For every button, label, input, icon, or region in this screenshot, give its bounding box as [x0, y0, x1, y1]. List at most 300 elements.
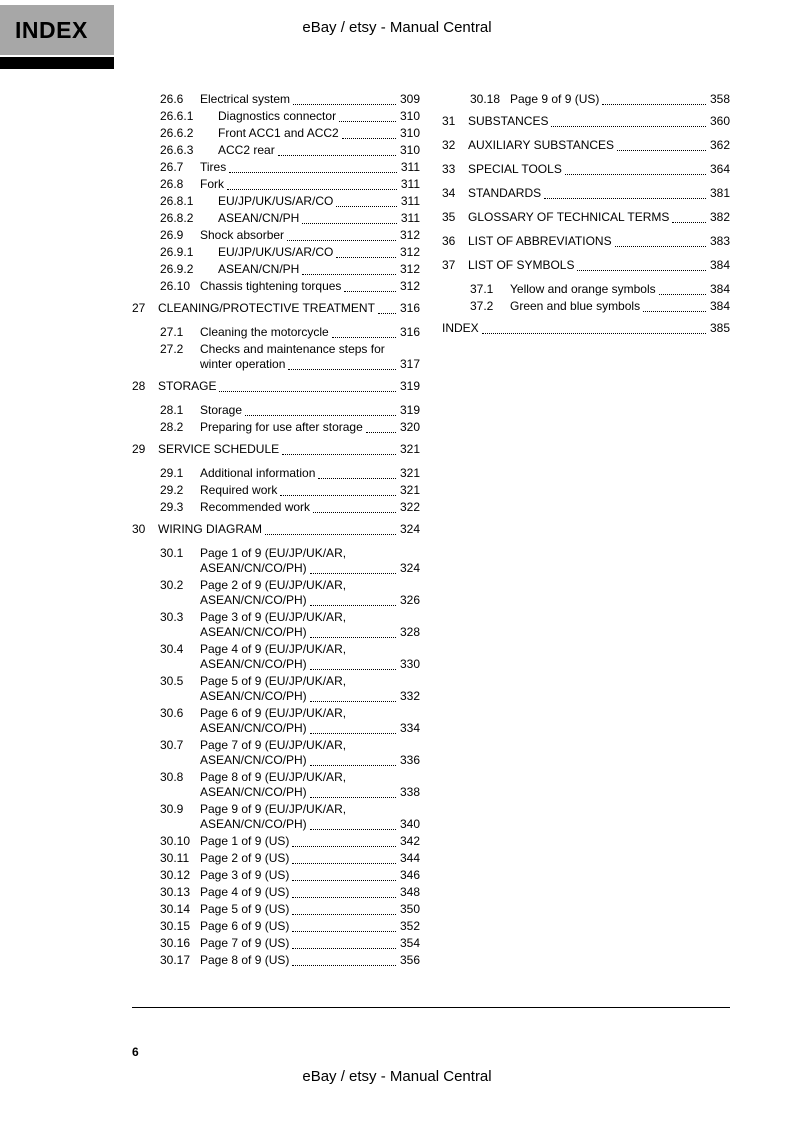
- toc-entry-body: [158, 522, 420, 537]
- toc-dot-leader: [339, 109, 396, 122]
- toc-entry-line: [200, 706, 420, 721]
- toc-entry: [132, 770, 420, 800]
- toc-entry: [132, 919, 420, 934]
- toc-entry: [132, 442, 420, 457]
- toc-entry-page: 316: [399, 301, 420, 315]
- toc-dot-leader: [344, 279, 396, 292]
- toc-entry-number: 33: [442, 162, 456, 176]
- toc-entry-page: 342: [399, 834, 420, 848]
- toc-dot-leader: [292, 936, 396, 949]
- toc-entry-line: [218, 262, 420, 277]
- toc-dot-leader: [318, 466, 396, 479]
- toc-dot-leader: [302, 211, 397, 224]
- toc-entry-label: Page 2 of 9 (US): [200, 851, 290, 865]
- toc-entry-page: 385: [709, 321, 730, 335]
- toc-entry-number: 26.6.3: [160, 143, 194, 157]
- toc-entry-number: 27.2: [160, 342, 184, 356]
- toc-entry-page: 326: [399, 593, 420, 607]
- toc-entry-line: [468, 210, 730, 225]
- toc-entry: [132, 885, 420, 900]
- toc-entry-number: 30.8: [160, 770, 184, 784]
- toc-entry-label: Page 7 of 9 (EU/JP/UK/AR,: [200, 738, 347, 752]
- toc-entry-number: 29.3: [160, 500, 184, 514]
- toc-entry-page: 317: [399, 357, 420, 371]
- toc-entry: [132, 610, 420, 640]
- toc-entry-body: [200, 160, 420, 175]
- toc-entry-page: 340: [399, 817, 420, 831]
- toc-entry-page: 311: [400, 160, 420, 174]
- toc-entry-page: 348: [399, 885, 420, 899]
- toc-entry-page: 330: [399, 657, 420, 671]
- toc-dot-leader: [292, 834, 396, 847]
- toc-entry-number: 28: [132, 379, 146, 393]
- toc-entry: [132, 177, 420, 192]
- header-title: eBay / etsy - Manual Central: [302, 19, 492, 36]
- toc-entry: [132, 245, 420, 260]
- toc-entry-line: [200, 817, 420, 832]
- toc-entry-number: 30: [132, 522, 146, 536]
- toc-entry-line: [200, 802, 420, 817]
- toc-entry-page: 312: [399, 245, 420, 259]
- toc-entry-page: 384: [709, 299, 730, 313]
- toc-entry-number: 30.17: [160, 953, 191, 967]
- toc-entry-number: 26.9.2: [160, 262, 194, 276]
- toc-entry-number: 29.2: [160, 483, 184, 497]
- toc-dot-leader: [310, 625, 396, 638]
- toc-entry-label: Shock absorber: [200, 228, 285, 242]
- toc-entry-page: 336: [399, 753, 420, 767]
- toc-entry-label: ASEAN/CN/CO/PH): [200, 561, 307, 575]
- toc-entry-body: [442, 321, 730, 336]
- toc-entry-line: [200, 357, 420, 372]
- toc-entry-page: 356: [399, 953, 420, 967]
- toc-dot-leader: [292, 851, 396, 864]
- toc-dot-leader: [292, 902, 396, 915]
- toc-entry-label: Front ACC1 and ACC2: [218, 126, 339, 140]
- toc-entry: [132, 143, 420, 158]
- toc-entry-number: 28.2: [160, 420, 184, 434]
- toc-entry-page: 316: [399, 325, 420, 339]
- toc-entry-line: [158, 379, 420, 394]
- toc-entry-page: 310: [399, 109, 420, 123]
- toc-dot-leader: [313, 500, 396, 513]
- toc-entry-label: Storage: [200, 403, 243, 417]
- toc-entry-number: 30.9: [160, 802, 184, 816]
- toc-entry-page: 381: [709, 186, 730, 200]
- toc-entry-body: [200, 868, 420, 883]
- toc-entry-label: LIST OF ABBREVIATIONS: [468, 234, 612, 248]
- toc-dot-leader: [336, 245, 396, 258]
- toc-entry-page: 324: [399, 522, 420, 536]
- toc-entry-page: 346: [399, 868, 420, 882]
- toc-entry-body: [200, 546, 420, 576]
- toc-dot-leader: [292, 919, 396, 932]
- toc-entry-label: SERVICE SCHEDULE: [158, 442, 280, 456]
- toc-entry-number: 37.1: [470, 282, 494, 296]
- toc-entry-number: 26.6.2: [160, 126, 194, 140]
- toc-entry-label: Recommended work: [200, 500, 311, 514]
- toc-left-column: [132, 92, 420, 970]
- toc-entry-page: 319: [399, 403, 420, 417]
- toc-entry-number: 26.8: [160, 177, 184, 191]
- toc-entry-page: 364: [709, 162, 730, 176]
- toc-dot-leader: [643, 299, 706, 312]
- toc-entry-label: Page 1 of 9 (EU/JP/UK/AR,: [200, 546, 347, 560]
- toc-entry-page: 311: [400, 211, 420, 225]
- toc-entry-line: [200, 868, 420, 883]
- toc-entry-number: 34: [442, 186, 456, 200]
- toc-entry: [442, 186, 730, 201]
- toc-dot-leader: [672, 210, 706, 223]
- toc-entry-body: [468, 162, 730, 177]
- toc-entry: [132, 262, 420, 277]
- toc-entry-number: 35: [442, 210, 456, 224]
- toc-entry-label: Yellow and orange symbols: [510, 282, 656, 296]
- toc-entry-label: Fork: [200, 177, 224, 191]
- toc-entry-line: [200, 657, 420, 672]
- toc-entry-label: ASEAN/CN/CO/PH): [200, 593, 307, 607]
- toc-entry: [442, 299, 730, 314]
- toc-entry-body: [200, 466, 420, 481]
- toc-entry-label: WIRING DIAGRAM: [158, 522, 262, 536]
- toc-entry-body: [158, 379, 420, 394]
- toc-entry-body: [200, 738, 420, 768]
- toc-entry-label: winter operation: [200, 357, 286, 371]
- toc-entry-line: [442, 321, 730, 336]
- toc-entry-body: [158, 442, 420, 457]
- toc-entry: [442, 282, 730, 297]
- toc-entry-body: [200, 578, 420, 608]
- table-of-contents: [132, 92, 730, 970]
- toc-entry-number: 30.12: [160, 868, 191, 882]
- toc-entry-line: [468, 258, 730, 273]
- toc-entry-line: [218, 143, 420, 158]
- toc-entry-page: 311: [400, 177, 420, 191]
- toc-entry-label: SUBSTANCES: [468, 114, 549, 128]
- toc-entry-body: [510, 92, 730, 107]
- toc-entry-line: [200, 851, 420, 866]
- toc-entry-body: [200, 851, 420, 866]
- toc-entry-line: [200, 936, 420, 951]
- toc-entry-body: [200, 770, 420, 800]
- toc-entry-label: Page 2 of 9 (EU/JP/UK/AR,: [200, 578, 347, 592]
- toc-entry-body: [218, 262, 420, 277]
- toc-entry-number: 27: [132, 301, 146, 315]
- toc-entry-line: [200, 625, 420, 640]
- toc-entry-number: 30.13: [160, 885, 191, 899]
- toc-entry-page: 310: [399, 143, 420, 157]
- toc-entry-label: STANDARDS: [468, 186, 542, 200]
- toc-dot-leader: [615, 234, 706, 247]
- toc-entry-label: Page 7 of 9 (US): [200, 936, 290, 950]
- toc-entry-number: 30.1: [160, 546, 184, 560]
- toc-entry-body: [200, 403, 420, 418]
- toc-entry-body: [158, 301, 420, 316]
- toc-entry-label: ASEAN/CN/CO/PH): [200, 625, 307, 639]
- toc-entry: [132, 466, 420, 481]
- toc-entry-line: [200, 279, 420, 294]
- toc-dot-leader: [617, 138, 706, 151]
- toc-entry-line: [510, 299, 730, 314]
- toc-dot-leader: [482, 321, 706, 334]
- toc-dot-leader: [336, 194, 397, 207]
- toc-entry-line: [200, 403, 420, 418]
- toc-entry-label: Additional information: [200, 466, 316, 480]
- toc-entry-line: [200, 593, 420, 608]
- toc-entry-line: [200, 885, 420, 900]
- toc-entry-body: [218, 245, 420, 260]
- toc-entry-page: 319: [399, 379, 420, 393]
- toc-dot-leader: [310, 561, 396, 574]
- toc-entry-number: 30.3: [160, 610, 184, 624]
- toc-entry-label: Green and blue symbols: [510, 299, 641, 313]
- toc-entry-number: 30.5: [160, 674, 184, 688]
- toc-entry-page: 320: [399, 420, 420, 434]
- toc-entry-line: [200, 642, 420, 657]
- toc-entry-number: 30.2: [160, 578, 184, 592]
- toc-entry-label: Page 4 of 9 (EU/JP/UK/AR,: [200, 642, 347, 656]
- toc-entry-line: [200, 785, 420, 800]
- toc-entry-page: 384: [709, 282, 730, 296]
- toc-entry-line: [200, 325, 420, 340]
- toc-entry-body: [200, 953, 420, 968]
- toc-entry: [132, 211, 420, 226]
- toc-entry: [132, 578, 420, 608]
- toc-entry-label: ASEAN/CN/PH: [218, 211, 300, 225]
- toc-entry-page: 360: [709, 114, 730, 128]
- toc-dot-leader: [602, 92, 706, 105]
- toc-entry-body: [200, 885, 420, 900]
- toc-entry-page: 350: [399, 902, 420, 916]
- toc-entry-label: Page 9 of 9 (EU/JP/UK/AR,: [200, 802, 347, 816]
- toc-entry: [132, 500, 420, 515]
- toc-entry-label: ASEAN/CN/PH: [218, 262, 300, 276]
- toc-entry-page: 328: [399, 625, 420, 639]
- toc-entry: [132, 902, 420, 917]
- toc-entry: [132, 279, 420, 294]
- toc-dot-leader: [310, 753, 396, 766]
- toc-entry-label: Cleaning the motorcycle: [200, 325, 329, 339]
- toc-entry: [132, 642, 420, 672]
- toc-dot-leader: [282, 442, 396, 455]
- toc-entry-line: [200, 561, 420, 576]
- toc-entry-line: [200, 483, 420, 498]
- toc-entry-label: STORAGE: [158, 379, 217, 393]
- toc-entry-number: 26.10: [160, 279, 191, 293]
- toc-entry: [132, 92, 420, 107]
- toc-entry-body: [200, 936, 420, 951]
- index-tab-black-bar: [0, 57, 114, 69]
- toc-dot-leader: [310, 785, 396, 798]
- toc-entry-line: [200, 466, 420, 481]
- footer-page-number: 6: [132, 1045, 139, 1059]
- toc-entry-number: 30.15: [160, 919, 191, 933]
- toc-entry-label: Page 9 of 9 (US): [510, 92, 600, 106]
- toc-dot-leader: [310, 593, 396, 606]
- toc-dot-leader: [288, 357, 396, 370]
- toc-entry-number: 27.1: [160, 325, 184, 339]
- toc-entry: [132, 936, 420, 951]
- toc-entry-body: [200, 610, 420, 640]
- toc-entry-body: [200, 177, 420, 192]
- toc-entry-page: 322: [399, 500, 420, 514]
- toc-entry-page: 321: [399, 442, 420, 456]
- toc-entry-number: 30.6: [160, 706, 184, 720]
- index-tab: [0, 5, 114, 69]
- toc-entry-label: LIST OF SYMBOLS: [468, 258, 575, 272]
- toc-entry-body: [468, 234, 730, 249]
- toc-entry-label: Page 6 of 9 (US): [200, 919, 290, 933]
- toc-entry-body: [200, 834, 420, 849]
- index-tab-label: INDEX: [0, 5, 114, 55]
- toc-entry-body: [200, 500, 420, 515]
- toc-entry-number: 26.7: [160, 160, 184, 174]
- toc-entry-body: [468, 210, 730, 225]
- toc-entry: [132, 342, 420, 372]
- toc-dot-leader: [280, 483, 396, 496]
- toc-entry-body: [510, 282, 730, 297]
- toc-entry-line: [200, 420, 420, 435]
- toc-dot-leader: [551, 114, 706, 127]
- toc-dot-leader: [577, 258, 705, 271]
- toc-entry-page: 311: [400, 194, 420, 208]
- toc-entry-number: 30.10: [160, 834, 191, 848]
- toc-entry-line: [200, 546, 420, 561]
- toc-entry: [132, 738, 420, 768]
- toc-entry-number: 30.7: [160, 738, 184, 752]
- toc-entry-line: [158, 301, 420, 316]
- toc-dot-leader: [293, 92, 396, 105]
- toc-dot-leader: [287, 228, 396, 241]
- toc-entry-label: AUXILIARY SUBSTANCES: [468, 138, 615, 152]
- toc-entry-number: 26.9.1: [160, 245, 194, 259]
- toc-entry-body: [218, 194, 420, 209]
- toc-entry-body: [200, 228, 420, 243]
- toc-entry-body: [200, 802, 420, 832]
- toc-entry-line: [468, 234, 730, 249]
- toc-entry-body: [200, 420, 420, 435]
- toc-entry-body: [200, 92, 420, 107]
- toc-dot-leader: [229, 160, 397, 173]
- toc-entry-line: [200, 738, 420, 753]
- toc-entry-line: [200, 919, 420, 934]
- toc-entry-number: 28.1: [160, 403, 184, 417]
- toc-entry-body: [218, 126, 420, 141]
- toc-entry-body: [200, 706, 420, 736]
- toc-entry-label: Page 4 of 9 (US): [200, 885, 290, 899]
- toc-entry-body: [510, 299, 730, 314]
- toc-entry-number: 36: [442, 234, 456, 248]
- toc-entry-line: [200, 578, 420, 593]
- toc-entry-line: [200, 228, 420, 243]
- toc-dot-leader: [544, 186, 706, 199]
- toc-entry-line: [200, 177, 420, 192]
- toc-entry-page: 312: [399, 279, 420, 293]
- toc-entry: [442, 114, 730, 129]
- toc-entry-number: 30.16: [160, 936, 191, 950]
- toc-entry-body: [200, 483, 420, 498]
- toc-entry-label: Diagnostics connector: [218, 109, 337, 123]
- toc-entry-label: Page 8 of 9 (EU/JP/UK/AR,: [200, 770, 347, 784]
- toc-entry-label: ASEAN/CN/CO/PH): [200, 785, 307, 799]
- toc-entry: [132, 228, 420, 243]
- toc-entry-label: Tires: [200, 160, 227, 174]
- toc-entry: [132, 674, 420, 704]
- toc-dot-leader: [219, 379, 396, 392]
- toc-entry-number: 30.14: [160, 902, 191, 916]
- toc-entry-number: 26.6.1: [160, 109, 194, 123]
- toc-entry-label: CLEANING/PROTECTIVE TREATMENT: [158, 301, 375, 315]
- toc-entry-number: 30.18: [470, 92, 501, 106]
- toc-entry-page: 352: [399, 919, 420, 933]
- toc-entry-body: [468, 186, 730, 201]
- toc-entry: [132, 483, 420, 498]
- toc-entry-page: 334: [399, 721, 420, 735]
- toc-entry-body: [468, 114, 730, 129]
- toc-entry-line: [200, 770, 420, 785]
- toc-dot-leader: [310, 817, 396, 830]
- toc-dot-leader: [659, 282, 706, 295]
- toc-entry-line: [200, 160, 420, 175]
- toc-entry-body: [200, 674, 420, 704]
- toc-entry: [132, 706, 420, 736]
- toc-entry-line: [200, 689, 420, 704]
- toc-entry-label: EU/JP/UK/US/AR/CO: [218, 194, 334, 208]
- toc-entry: [442, 92, 730, 107]
- toc-dot-leader: [332, 325, 396, 338]
- toc-entry: [132, 379, 420, 394]
- toc-entry-body: [200, 642, 420, 672]
- toc-entry-label: Page 5 of 9 (US): [200, 902, 290, 916]
- toc-entry: [132, 802, 420, 832]
- toc-entry-line: [200, 902, 420, 917]
- toc-entry: [132, 160, 420, 175]
- toc-entry: [132, 953, 420, 968]
- toc-entry-body: [218, 143, 420, 158]
- toc-entry: [132, 109, 420, 124]
- toc-entry-label: Page 8 of 9 (US): [200, 953, 290, 967]
- toc-entry-line: [200, 92, 420, 107]
- toc-entry-line: [158, 522, 420, 537]
- toc-entry-body: [200, 342, 420, 372]
- toc-entry: [132, 522, 420, 537]
- toc-entry-line: [510, 282, 730, 297]
- toc-entry-number: 26.9: [160, 228, 184, 242]
- toc-right-column: [442, 92, 730, 970]
- toc-entry: [442, 258, 730, 273]
- toc-entry-page: 362: [709, 138, 730, 152]
- toc-entry-number: 29: [132, 442, 146, 456]
- toc-entry-label: Page 3 of 9 (US): [200, 868, 290, 882]
- toc-entry-label: Page 1 of 9 (US): [200, 834, 290, 848]
- toc-dot-leader: [366, 420, 396, 433]
- toc-entry: [132, 301, 420, 316]
- footer-rule: [132, 1007, 730, 1008]
- toc-entry-label: Chassis tightening torques: [200, 279, 342, 293]
- toc-entry-number: 37.2: [470, 299, 494, 313]
- toc-entry-line: [200, 834, 420, 849]
- toc-entry-line: [218, 109, 420, 124]
- toc-entry-line: [468, 114, 730, 129]
- toc-dot-leader: [292, 885, 396, 898]
- toc-entry-label: ASEAN/CN/CO/PH): [200, 657, 307, 671]
- toc-entry-label: Electrical system: [200, 92, 291, 106]
- toc-entry-page: 321: [399, 483, 420, 497]
- toc-entry: [442, 162, 730, 177]
- toc-entry-body: [218, 211, 420, 226]
- toc-entry-body: [200, 919, 420, 934]
- toc-dot-leader: [302, 262, 396, 275]
